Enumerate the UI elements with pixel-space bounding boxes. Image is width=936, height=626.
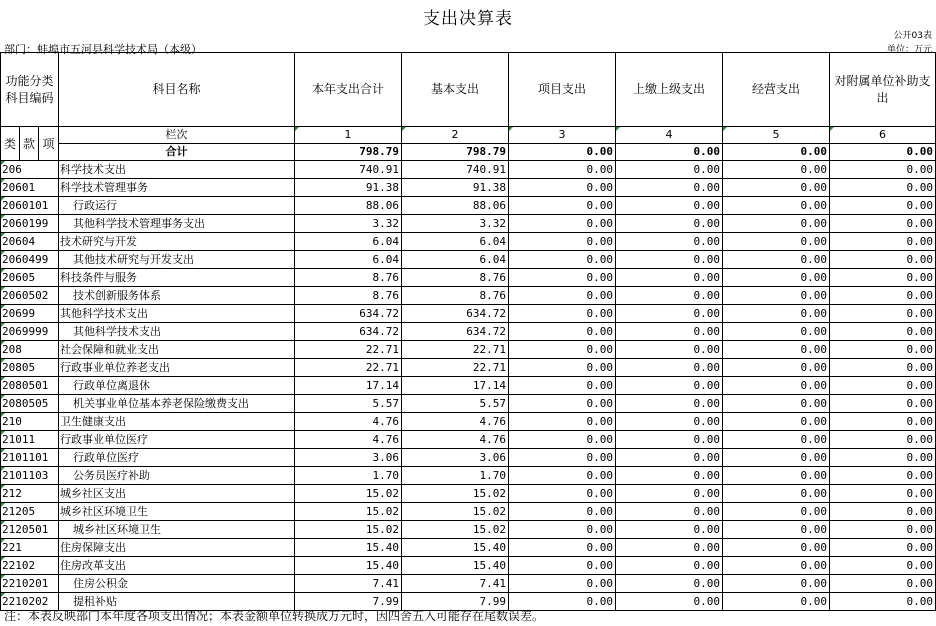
header-row	[1, 53, 936, 127]
row-value: 0.00	[830, 377, 936, 395]
header-lei: 类	[1, 127, 20, 161]
row-value: 0.00	[509, 287, 616, 305]
row-name: 住房保障支出	[59, 539, 295, 557]
row-name: 技术创新服务体系	[59, 287, 295, 305]
row-name: 技术研究与开发	[59, 233, 295, 251]
row-value: 0.00	[616, 539, 723, 557]
row-value: 0.00	[616, 197, 723, 215]
row-value: 0.00	[616, 359, 723, 377]
row-name: 其他技术研究与开发支出	[59, 251, 295, 269]
row-code: 20805	[1, 359, 59, 377]
table-row	[1, 575, 936, 593]
row-value: 0.00	[830, 503, 936, 521]
row-value: 88.06	[402, 197, 509, 215]
row-value: 0.00	[723, 431, 830, 449]
lanci-label: 栏次	[59, 127, 295, 144]
row-value: 15.02	[402, 503, 509, 521]
col-number: 4	[616, 127, 723, 144]
row-value: 4.76	[295, 431, 402, 449]
row-value: 3.06	[295, 449, 402, 467]
row-value: 0.00	[616, 233, 723, 251]
row-code: 2080501	[1, 377, 59, 395]
row-value: 0.00	[616, 485, 723, 503]
row-value: 0.00	[509, 485, 616, 503]
row-value: 15.02	[402, 485, 509, 503]
row-value: 0.00	[509, 575, 616, 593]
row-value: 4.76	[402, 413, 509, 431]
row-value: 0.00	[723, 485, 830, 503]
row-value: 91.38	[295, 179, 402, 197]
header-business: 经营支出	[723, 53, 830, 127]
row-value: 8.76	[402, 287, 509, 305]
form-code: 公开03表	[893, 31, 932, 41]
row-code: 221	[1, 539, 59, 557]
row-code: 208	[1, 341, 59, 359]
row-value: 0.00	[723, 341, 830, 359]
department-label: 部门：蚌埠市五河县科学技术局（本级）	[4, 43, 202, 56]
col-number: 2	[402, 127, 509, 144]
row-value: 0.00	[723, 179, 830, 197]
col-number: 3	[509, 127, 616, 144]
row-value: 3.32	[402, 215, 509, 233]
row-value: 7.99	[402, 593, 509, 611]
row-value: 6.04	[402, 251, 509, 269]
row-value: 0.00	[509, 341, 616, 359]
table-row	[1, 377, 936, 395]
row-value: 4.76	[295, 413, 402, 431]
row-value: 0.00	[616, 413, 723, 431]
table-row	[1, 269, 936, 287]
row-value: 0.00	[616, 251, 723, 269]
row-value: 0.00	[616, 431, 723, 449]
row-value: 0.00	[830, 233, 936, 251]
row-name: 卫生健康支出	[59, 413, 295, 431]
row-value: 740.91	[402, 161, 509, 179]
row-value: 634.72	[295, 323, 402, 341]
table-row	[1, 323, 936, 341]
row-value: 1.70	[295, 467, 402, 485]
row-value: 6.04	[295, 251, 402, 269]
column-number-row	[1, 127, 936, 144]
row-code: 2101103	[1, 467, 59, 485]
row-name: 行政运行	[59, 197, 295, 215]
row-name: 科学技术管理事务	[59, 179, 295, 197]
row-value: 0.00	[830, 539, 936, 557]
row-value: 0.00	[509, 305, 616, 323]
row-value: 91.38	[402, 179, 509, 197]
table-row	[1, 485, 936, 503]
row-value: 0.00	[723, 521, 830, 539]
row-value: 8.76	[295, 269, 402, 287]
row-value: 0.00	[830, 287, 936, 305]
row-name: 行政事业单位养老支出	[59, 359, 295, 377]
row-value: 0.00	[830, 161, 936, 179]
row-value: 15.40	[295, 557, 402, 575]
table-row	[1, 197, 936, 215]
row-value: 0.00	[830, 449, 936, 467]
col-number: 6	[830, 127, 936, 144]
row-value: 22.71	[402, 359, 509, 377]
table-row	[1, 413, 936, 431]
header-upper: 上缴上级支出	[616, 53, 723, 127]
header-xiang: 项	[39, 127, 59, 161]
row-name: 社会保障和就业支出	[59, 341, 295, 359]
row-value: 0.00	[509, 539, 616, 557]
row-value: 0.00	[616, 575, 723, 593]
row-value: 0.00	[509, 359, 616, 377]
table-row	[1, 539, 936, 557]
row-code: 20699	[1, 305, 59, 323]
table-row	[1, 287, 936, 305]
row-value: 7.41	[402, 575, 509, 593]
row-code: 206	[1, 161, 59, 179]
row-value: 0.00	[830, 269, 936, 287]
row-name: 机关事业单位基本养老保险缴费支出	[59, 395, 295, 413]
row-name: 行政单位医疗	[59, 449, 295, 467]
row-value: 0.00	[830, 575, 936, 593]
row-value: 0.00	[830, 341, 936, 359]
header-func-code: 功能分类科目编码	[1, 53, 59, 127]
row-value: 8.76	[295, 287, 402, 305]
row-value: 0.00	[509, 467, 616, 485]
total-value: 798.79	[295, 144, 402, 161]
row-code: 21205	[1, 503, 59, 521]
row-value: 15.40	[402, 557, 509, 575]
row-code: 2069999	[1, 323, 59, 341]
table-row	[1, 503, 936, 521]
row-value: 0.00	[723, 557, 830, 575]
row-value: 0.00	[723, 215, 830, 233]
row-value: 22.71	[402, 341, 509, 359]
row-value: 0.00	[830, 395, 936, 413]
row-value: 0.00	[723, 413, 830, 431]
row-value: 740.91	[295, 161, 402, 179]
row-value: 0.00	[616, 341, 723, 359]
row-value: 0.00	[616, 215, 723, 233]
row-code: 21011	[1, 431, 59, 449]
row-value: 88.06	[295, 197, 402, 215]
row-value: 15.02	[402, 521, 509, 539]
row-value: 634.72	[402, 323, 509, 341]
row-value: 0.00	[616, 593, 723, 611]
row-value: 0.00	[723, 449, 830, 467]
row-value: 5.57	[295, 395, 402, 413]
row-name: 提租补贴	[59, 593, 295, 611]
row-value: 0.00	[616, 377, 723, 395]
row-code: 20604	[1, 233, 59, 251]
row-code: 20605	[1, 269, 59, 287]
row-value: 0.00	[616, 467, 723, 485]
table-row	[1, 557, 936, 575]
row-name: 科技条件与服务	[59, 269, 295, 287]
row-code: 20601	[1, 179, 59, 197]
row-value: 15.02	[295, 485, 402, 503]
table-row	[1, 179, 936, 197]
row-value: 0.00	[509, 431, 616, 449]
row-code: 2101101	[1, 449, 59, 467]
row-value: 6.04	[295, 233, 402, 251]
table-row	[1, 251, 936, 269]
table-row	[1, 161, 936, 179]
row-code: 210	[1, 413, 59, 431]
row-value: 22.71	[295, 341, 402, 359]
footnote: 注：本表反映部门本年度各项支出情况；本表金额单位转换成万元时，因四舍五入可能存在尾数误差。	[4, 609, 545, 623]
row-value: 0.00	[723, 593, 830, 611]
row-value: 0.00	[723, 467, 830, 485]
row-value: 0.00	[723, 233, 830, 251]
header-subsidy: 对附属单位补助支出	[830, 53, 936, 127]
row-value: 7.99	[295, 593, 402, 611]
row-value: 0.00	[723, 539, 830, 557]
row-value: 8.76	[402, 269, 509, 287]
row-value: 0.00	[616, 161, 723, 179]
row-value: 15.40	[402, 539, 509, 557]
row-name: 其他科学技术支出	[59, 305, 295, 323]
row-value: 634.72	[295, 305, 402, 323]
row-value: 0.00	[830, 557, 936, 575]
table-row	[1, 215, 936, 233]
row-value: 0.00	[509, 503, 616, 521]
total-value: 798.79	[402, 144, 509, 161]
row-value: 0.00	[509, 323, 616, 341]
row-name: 行政单位离退休	[59, 377, 295, 395]
table-row	[1, 305, 936, 323]
row-value: 22.71	[295, 359, 402, 377]
row-value: 5.57	[402, 395, 509, 413]
row-value: 0.00	[616, 323, 723, 341]
row-value: 0.00	[509, 593, 616, 611]
table-row	[1, 467, 936, 485]
total-label: 合计	[59, 144, 295, 161]
row-value: 0.00	[509, 197, 616, 215]
row-value: 6.04	[402, 233, 509, 251]
row-value: 0.00	[830, 179, 936, 197]
row-value: 0.00	[723, 575, 830, 593]
row-value: 0.00	[616, 449, 723, 467]
row-name: 公务员医疗补助	[59, 467, 295, 485]
col-number: 5	[723, 127, 830, 144]
total-value: 0.00	[830, 144, 936, 161]
row-name: 城乡社区支出	[59, 485, 295, 503]
total-value: 0.00	[723, 144, 830, 161]
row-value: 3.06	[402, 449, 509, 467]
header-subject-name: 科目名称	[59, 53, 295, 127]
row-name: 住房公积金	[59, 575, 295, 593]
row-value: 0.00	[723, 161, 830, 179]
table-row	[1, 521, 936, 539]
row-value: 0.00	[723, 503, 830, 521]
expenditure-table	[0, 52, 936, 611]
row-value: 15.02	[295, 503, 402, 521]
row-value: 0.00	[509, 413, 616, 431]
row-value: 0.00	[723, 197, 830, 215]
row-code: 2060502	[1, 287, 59, 305]
row-value: 0.00	[830, 467, 936, 485]
row-value: 0.00	[723, 287, 830, 305]
row-value: 0.00	[616, 503, 723, 521]
row-value: 0.00	[509, 557, 616, 575]
row-code: 212	[1, 485, 59, 503]
row-name: 行政事业单位医疗	[59, 431, 295, 449]
row-value: 0.00	[830, 359, 936, 377]
row-value: 0.00	[723, 377, 830, 395]
row-value: 0.00	[509, 215, 616, 233]
page-title: 支出决算表	[423, 9, 513, 29]
row-code: 2210202	[1, 593, 59, 611]
row-value: 0.00	[830, 485, 936, 503]
row-value: 15.02	[295, 521, 402, 539]
row-name: 其他科学技术支出	[59, 323, 295, 341]
header-total: 本年支出合计	[295, 53, 402, 127]
row-value: 1.70	[402, 467, 509, 485]
row-value: 0.00	[616, 179, 723, 197]
row-name: 城乡社区环境卫生	[59, 521, 295, 539]
row-value: 0.00	[509, 521, 616, 539]
header-basic: 基本支出	[402, 53, 509, 127]
row-value: 0.00	[830, 413, 936, 431]
row-value: 0.00	[830, 305, 936, 323]
row-value: 0.00	[830, 593, 936, 611]
total-value: 0.00	[616, 144, 723, 161]
table-row	[1, 359, 936, 377]
row-value: 0.00	[723, 359, 830, 377]
row-value: 0.00	[509, 179, 616, 197]
row-value: 0.00	[830, 251, 936, 269]
row-value: 0.00	[830, 215, 936, 233]
row-name: 其他科学技术管理事务支出	[59, 215, 295, 233]
row-value: 0.00	[830, 323, 936, 341]
row-code: 2210201	[1, 575, 59, 593]
row-code: 22102	[1, 557, 59, 575]
row-code: 2060199	[1, 215, 59, 233]
row-value: 0.00	[509, 251, 616, 269]
row-value: 0.00	[723, 305, 830, 323]
row-value: 3.32	[295, 215, 402, 233]
row-value: 0.00	[509, 449, 616, 467]
table-row	[1, 233, 936, 251]
row-value: 0.00	[830, 521, 936, 539]
header-kuan: 款	[20, 127, 39, 161]
row-code: 2060499	[1, 251, 59, 269]
row-code: 2120501	[1, 521, 59, 539]
header-project: 项目支出	[509, 53, 616, 127]
row-code: 2060101	[1, 197, 59, 215]
total-value: 0.00	[509, 144, 616, 161]
table-row	[1, 449, 936, 467]
row-value: 0.00	[723, 323, 830, 341]
row-value: 634.72	[402, 305, 509, 323]
row-value: 4.76	[402, 431, 509, 449]
row-value: 0.00	[830, 197, 936, 215]
table-row	[1, 395, 936, 413]
row-code: 2080505	[1, 395, 59, 413]
row-value: 0.00	[616, 269, 723, 287]
row-value: 0.00	[616, 395, 723, 413]
row-value: 17.14	[402, 377, 509, 395]
row-value: 0.00	[509, 233, 616, 251]
row-value: 0.00	[509, 161, 616, 179]
row-value: 0.00	[509, 377, 616, 395]
row-value: 0.00	[723, 269, 830, 287]
col-number: 1	[295, 127, 402, 144]
total-row	[1, 144, 936, 161]
row-value: 0.00	[616, 287, 723, 305]
row-name: 城乡社区环境卫生	[59, 503, 295, 521]
row-value: 15.40	[295, 539, 402, 557]
row-value: 0.00	[830, 431, 936, 449]
row-value: 0.00	[723, 251, 830, 269]
row-name: 住房改革支出	[59, 557, 295, 575]
table-row	[1, 341, 936, 359]
row-value: 17.14	[295, 377, 402, 395]
row-value: 0.00	[509, 269, 616, 287]
unit-label: 单位：万元	[886, 45, 932, 55]
row-value: 0.00	[509, 395, 616, 413]
table-row	[1, 431, 936, 449]
row-value: 0.00	[616, 305, 723, 323]
row-value: 0.00	[616, 557, 723, 575]
row-name: 科学技术支出	[59, 161, 295, 179]
row-value: 0.00	[723, 395, 830, 413]
row-value: 0.00	[616, 521, 723, 539]
row-value: 7.41	[295, 575, 402, 593]
